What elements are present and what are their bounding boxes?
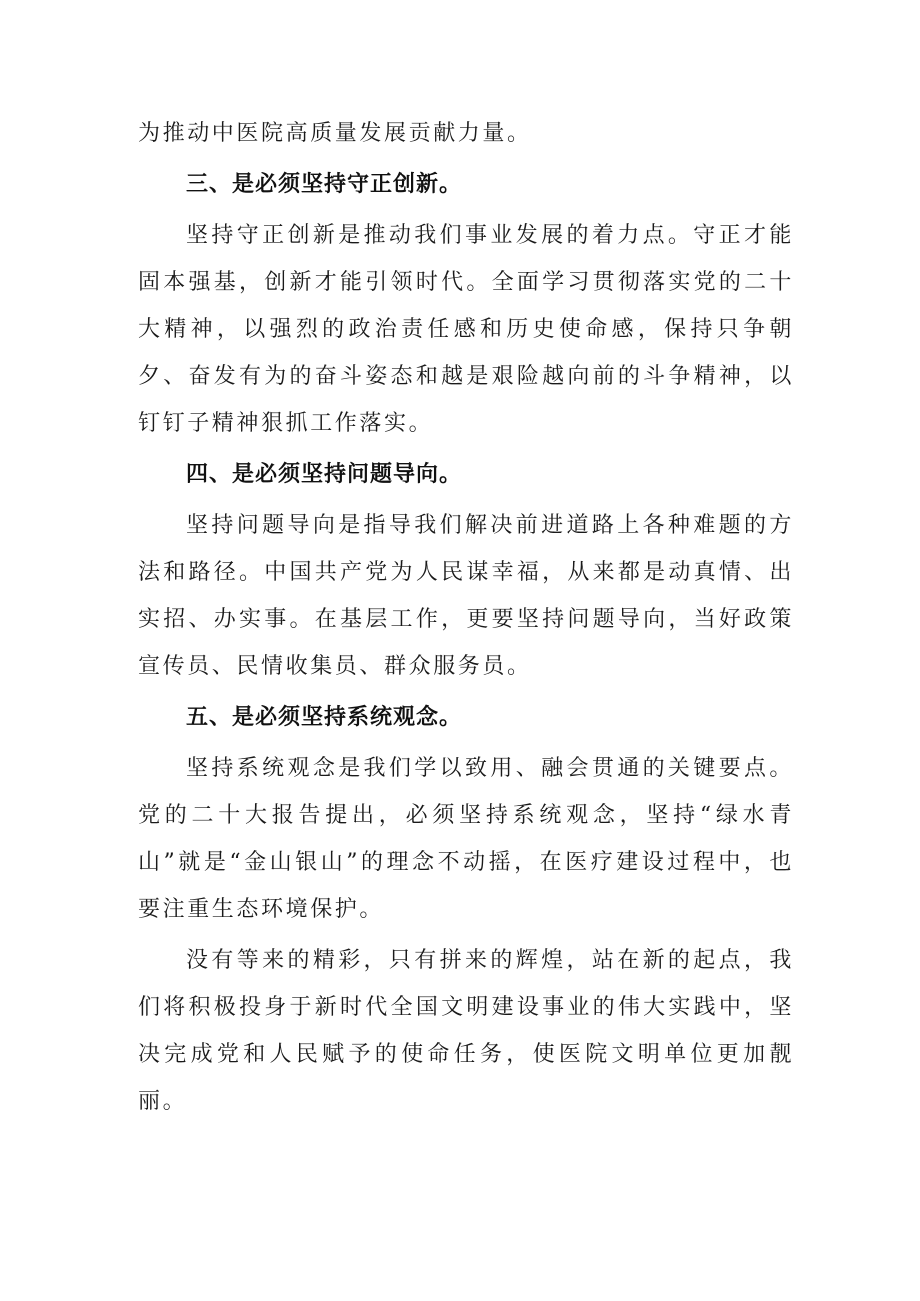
section-heading-three: 三、是必须坚持守正创新。	[186, 172, 463, 197]
section-body-five: 坚持系统观念是我们学以致用、融会贯通的关键要点。党的二十大报告提出，必须坚持系统观念，坚持“绿水青山”就是“金山银山”的理念不动摇，在医疗建设过程中，也要注重生态环境保护。	[138, 756, 794, 922]
section-body-four: 坚持问题导向是指导我们解决前进道路上各种难题的方法和路径。中国共产党为人民谋幸福，从来都是动真情、出实招、办实事。在基层工作，更要坚持问题导向，当好政策宣传员、民情收集员、群众服务员。	[138, 513, 794, 679]
section-heading-four: 四、是必须坚持问题导向。	[186, 462, 463, 487]
document-body	[138, 110, 794, 1125]
section-body-three: 坚持守正创新是推动我们事业发展的着力点。守正才能固本强基，创新才能引领时代。全面学习贯彻落实党的二十大精神，以强烈的政治责任感和历史使命感，保持只争朝夕、奋发有为的奋斗姿态和越是艰险越向前的斗争精神，以钉钉子精神狠抓工作落实。	[138, 223, 794, 436]
continuation-paragraph: 为推动中医院高质量发展贡献力量。	[138, 121, 532, 146]
section-heading-five: 五、是必须坚持系统观念。	[186, 705, 463, 730]
closing-paragraph: 没有等来的精彩，只有拼来的辉煌，站在新的起点，我们将积极投身于新时代全国文明建设事业的伟大实践中，坚决完成党和人民赋予的使命任务，使医院文明单位更加靓丽。	[138, 948, 794, 1114]
